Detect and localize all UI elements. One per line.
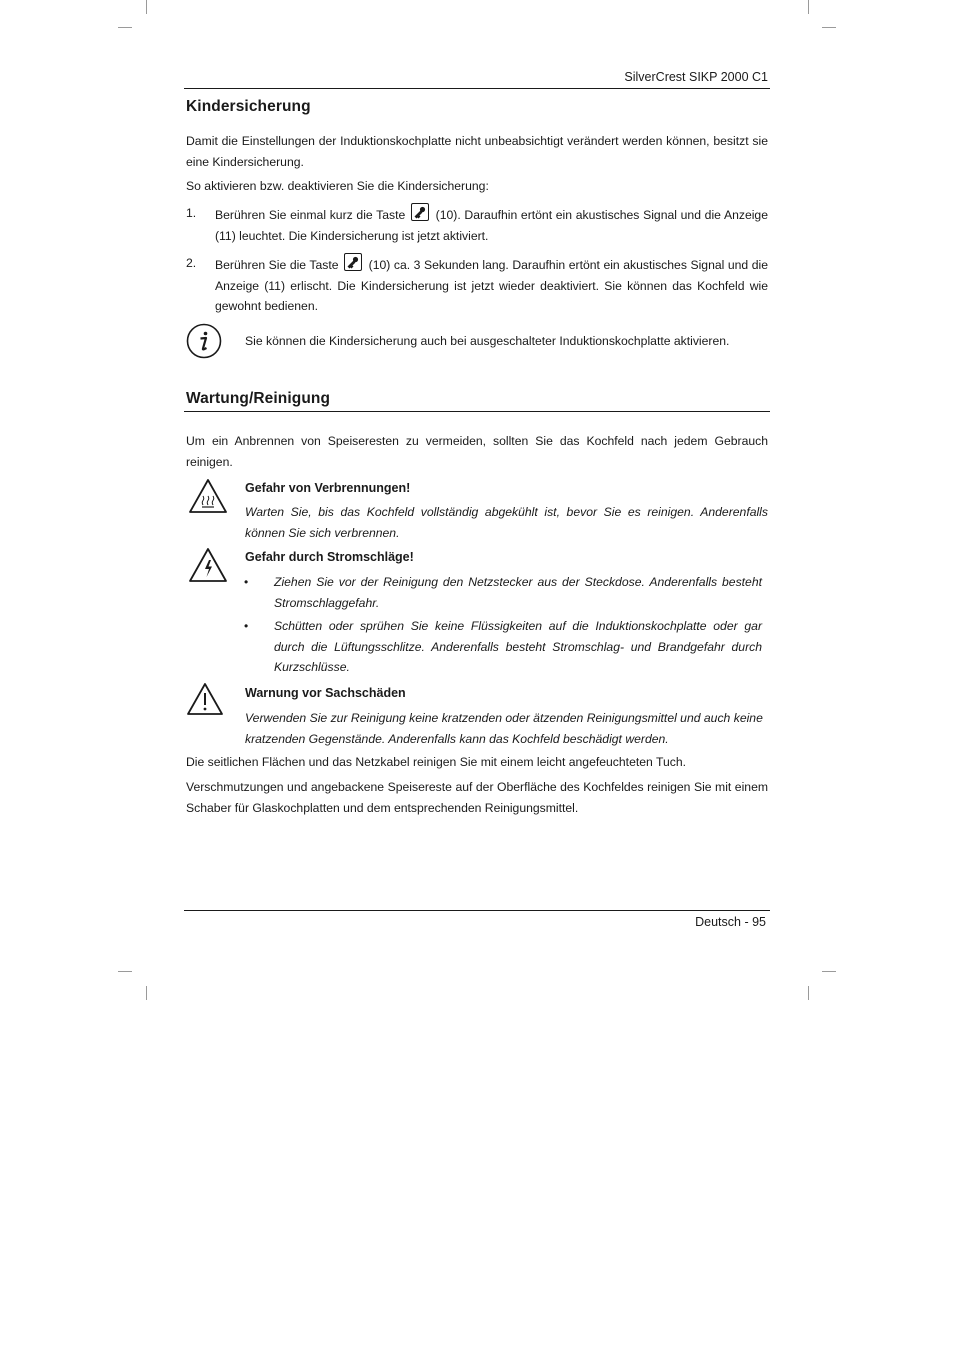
electric-shock-warning-icon [188,547,228,583]
lead-paragraph: So aktivieren bzw. deaktivieren Sie die Kindersicherung: [186,179,489,193]
warning-title-damage: Warnung vor Sachschäden [245,686,406,700]
header-model: SilverCrest SIKP 2000 C1 [624,70,768,84]
hot-surface-warning-icon [188,478,228,514]
section-rule [184,411,770,412]
cleaning-intro: Um ein Anbrennen von Speiseresten zu vermeiden, sollten Sie das Kochfeld nach jedem Gebrauch reinigen. [186,434,768,469]
section-title-wartung: Wartung/Reinigung [186,390,331,407]
step-2-after: (10) ca. 3 Sekunden lang. Daraufhin ertönt ein akustisches Signal und die Anzeige (11) erlischt. Die Kindersicherung ist jetzt wieder deaktiviert. Sie können das Kochfeld wie gewohnt bedienen. [215,258,769,313]
warning-title-burn: Gefahr von Verbrennungen! [245,481,411,495]
note-text: Sie können die Kindersicherung auch bei ausgeschalteter Induktionskochplatte aktivieren. [245,334,730,348]
crop-mark [808,0,809,14]
warning-text-damage: Verwenden Sie zur Reinigung keine kratzenden oder ätzenden Reinigungsmittel und auch keine kratzenden Gegenstände. Anderenfalls kann das Kochfeld beschädigt werden. [245,711,763,746]
step-number: 2. [186,256,197,270]
step-2-before: Berühren Sie die Taste [215,258,339,272]
crop-mark [118,27,132,28]
bullet: • [244,575,249,589]
crop-mark [822,27,836,28]
step-1-text [215,203,768,246]
bullet-text: Ziehen Sie vor der Reinigung den Netzstecker aus der Steckdose. Anderenfalls besteht Stromschlaggefahr. [274,575,762,610]
crop-mark [146,0,147,14]
key-lock-icon [411,203,429,221]
section-title-kindersicherung: Kindersicherung [186,98,311,115]
crop-mark [822,971,836,972]
crop-mark [808,986,809,1000]
intro-paragraph: Damit die Einstellungen der Induktionskochplatte nicht unbeabsichtigt verändert werden können, besitzt sie eine Kindersicherung. [186,134,768,169]
warning-title-electric: Gefahr durch Stromschläge! [245,550,414,564]
crop-mark [118,971,132,972]
bullet: • [244,619,249,633]
step-1-after: (10). Daraufhin ertönt ein akustisches Signal und die Anzeige (11) leuchtet. Die Kindersicherung ist jetzt aktiviert. [215,208,768,243]
bullet-text: Schütten oder sprühen Sie keine Flüssigkeiten auf die Induktionskochplatte oder gar durch die Lüftungsschlitze. Anderenfalls besteht Stromschlag- und Brandgefahr durch Kurzschlüsse. [274,619,762,674]
warning-text-burn: Warten Sie, bis das Kochfeld vollständig abgekühlt ist, bevor Sie es reinigen. Anderenfalls können Sie sich verbrennen. [245,505,768,540]
info-icon [186,323,222,359]
cleaning-paragraph-2: Verschmutzungen und angebackene Speisereste auf der Oberfläche des Kochfeldes reinigen Sie mit einem Schaber für Glaskochplatten und dem entsprechenden Reinigungsmittel. [186,780,768,815]
page-number: Deutsch - 95 [695,915,766,929]
footer-rule [184,910,770,911]
cleaning-paragraph-1: Die seitlichen Flächen und das Netzkabel reinigen Sie mit einem leicht angefeuchteten Tuch. [186,755,686,769]
step-1-before: Berühren Sie einmal kurz die Taste [215,208,406,222]
key-lock-icon [344,253,362,271]
page-header [184,68,770,89]
crop-mark [146,986,147,1000]
step-2-text [215,253,768,317]
step-number: 1. [186,206,197,220]
caution-warning-icon [186,682,224,716]
